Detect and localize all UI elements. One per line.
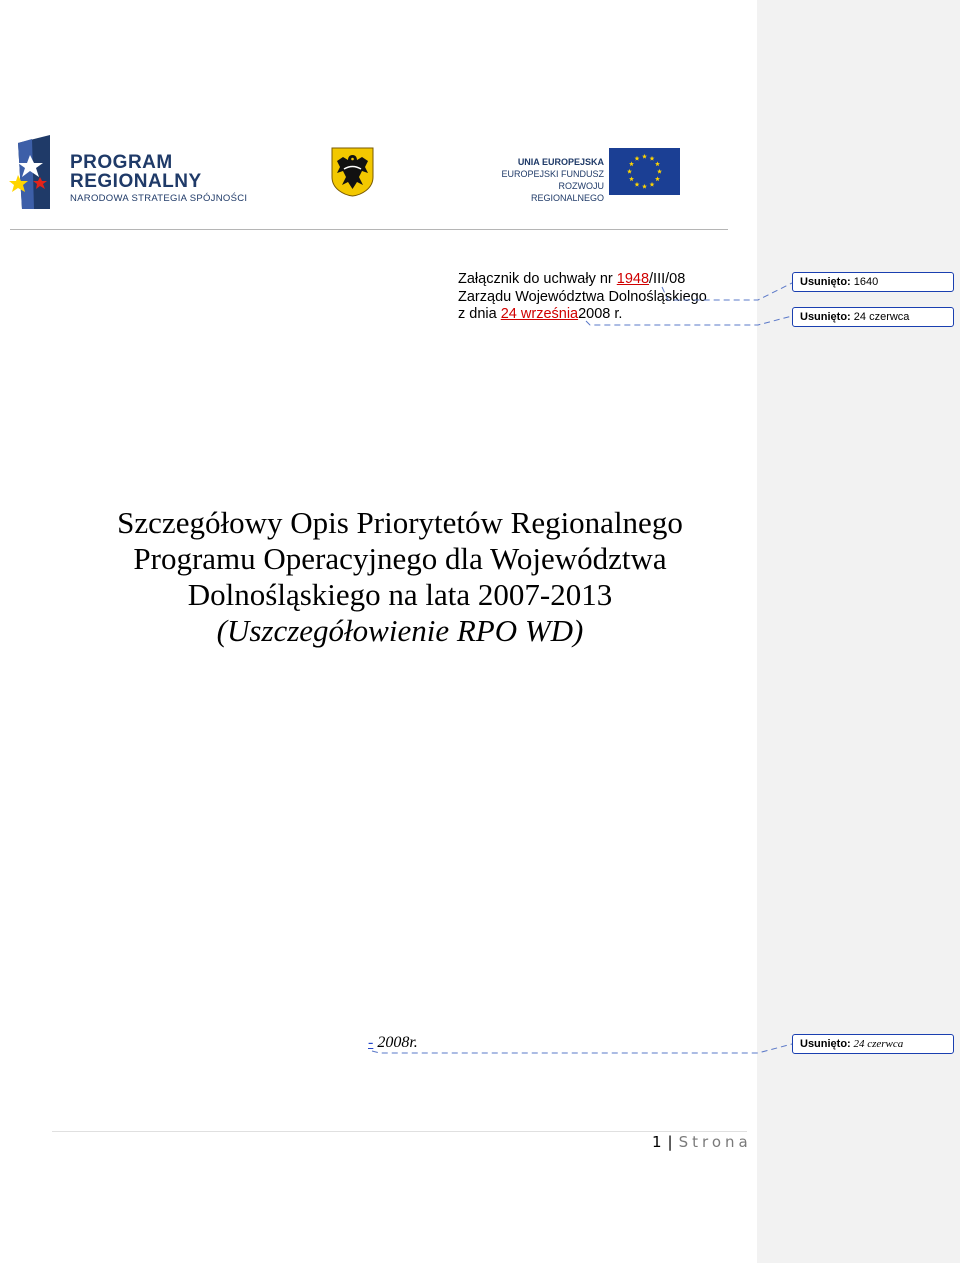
revision-label: Usunięto: [800,311,851,323]
page-footer-divider [52,1131,747,1132]
page-number-word: Strona [678,1133,752,1151]
annex-line3-prefix: z dnia [458,306,501,322]
annex-line1-suffix: /III/08 [649,271,686,287]
page-number-value: 1 [652,1133,662,1151]
footer-date [368,1034,418,1052]
eu-fund-wordmark [485,156,604,204]
revision-label: Usunięto: [800,276,851,288]
eu-line3: ROZWOJU REGIONALNEGO [530,181,604,203]
program-regionalny-wordmark [70,153,247,206]
annex-reference [458,271,707,324]
program-wordmark-line1: PROGRAM [70,152,173,173]
eu-line1: UNIA EUROPEJSKA [517,157,604,167]
annex-line2: Zarządu Województwa Dolnośląskiego [458,288,707,305]
title-line1: Szczegółowy Opis Priorytetów Regionalnego [117,505,683,540]
annex-inserted-number: 1948 [616,271,650,287]
revision-balloon-deleted-date[interactable] [792,307,954,327]
footer-date-insert-mark: - [368,1034,374,1051]
revision-balloon-deleted-number[interactable] [792,272,954,292]
markup-margin-pane [757,0,960,1263]
annex-line1 [458,271,707,289]
title-line3: Dolnośląskiego na lata 2007-2013 [187,577,613,612]
footer-date-text: 2008r. [373,1034,418,1051]
page-number-separator: | [667,1133,673,1151]
eu-line2: EUROPEJSKI FUNDUSZ [501,169,604,179]
revision-value: 24 czerwca [850,1038,904,1050]
title-subtitle: (Uszczegółowienie RPO WD) [216,613,584,648]
program-wordmark-line3: NARODOWA STRATEGIA SPÓJNOŚCI [70,193,248,204]
coat-of-arms-icon [331,147,374,197]
annex-line1-prefix: Załącznik do uchwały nr [458,271,617,287]
header-divider [10,229,728,230]
title-line2: Programu Operacyjnego dla Województwa [133,541,667,576]
revision-label: Usunięto: [800,1038,851,1050]
annex-line3-suffix: 2008 r. [578,306,623,322]
document-title [60,505,740,649]
revision-value: 1640 [850,276,879,288]
page-number [652,1133,752,1151]
revision-value: 24 czerwca [850,311,910,323]
program-wordmark-line2: REGIONALNY [70,171,202,192]
annex-inserted-date: 24 września [500,306,579,322]
eu-flag-icon [609,148,680,195]
connector-line-3 [372,1044,792,1053]
revision-balloon-deleted-footer-date[interactable] [792,1034,954,1054]
annex-line3 [458,306,707,324]
